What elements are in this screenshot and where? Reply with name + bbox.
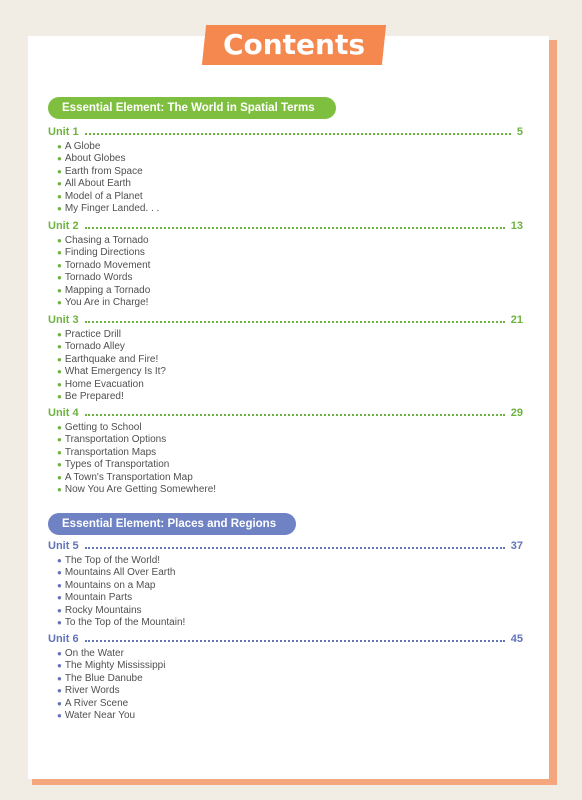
item-label: The Mighty Mississippi [64,660,166,672]
list-item [57,422,216,434]
item-label: Mapping a Tornado [64,284,151,296]
item-label: Earthquake and Fire! [64,353,159,365]
bullet-icon: ● [57,166,62,176]
list-item [57,472,216,484]
list-item [57,379,166,391]
unit-row [48,632,523,646]
item-label: Transportation Maps [64,446,157,458]
item-label: Model of a Planet [64,190,143,202]
list-item [57,592,185,604]
item-label: Practice Drill [64,329,121,340]
list-item [57,235,150,247]
item-label: Transportation Options [64,434,167,446]
bullet-icon: ● [57,593,62,603]
item-label: Be Prepared! [64,390,124,402]
bullet-icon: ● [57,710,62,720]
unit-title: Unit 5 [48,540,79,552]
bullet-icon: ● [57,391,62,401]
bullet-icon: ● [57,203,62,213]
item-label: A Globe [64,141,101,152]
unit-item-list [57,555,185,629]
bullet-icon: ● [57,447,62,457]
list-item [57,178,159,190]
bullet-icon: ● [57,260,62,270]
item-label: My Finger Landed. . . [64,202,160,214]
list-item [57,660,165,672]
unit-row [48,539,523,553]
page-number: 21 [510,314,523,326]
item-label: The Top of the World! [64,555,161,566]
bullet-icon: ● [57,285,62,295]
list-item [57,141,159,153]
item-label: A Town's Transportation Map [64,471,193,483]
unit-title: Unit 3 [48,314,79,326]
item-label: Rocky Mountains [64,604,142,616]
bullet-icon: ● [57,686,62,696]
unit-title: Unit 1 [48,126,79,138]
bullet-icon: ● [57,342,62,352]
dot-leader [85,321,505,323]
unit-item-list [57,329,166,403]
bullet-icon: ● [57,297,62,307]
item-label: On the Water [64,648,124,659]
item-label: Chasing a Tornado [64,235,149,246]
bullet-icon: ● [57,617,62,627]
item-label: A River Scene [64,697,129,709]
bullet-icon: ● [57,248,62,258]
list-item [57,297,150,309]
list-item [57,685,165,697]
list-item [57,605,185,617]
bullet-icon: ● [57,191,62,201]
item-label: Tornado Alley [64,341,125,353]
list-item [57,272,150,284]
list-item [57,191,159,203]
bullet-icon: ● [57,154,62,164]
bullet-icon: ● [57,661,62,671]
bullet-icon: ● [57,556,62,565]
item-label: Getting to School [64,422,142,433]
dot-leader [85,547,505,549]
item-label: Tornado Movement [64,259,151,271]
item-label: All About Earth [64,178,131,190]
page-number: 45 [510,633,523,645]
dot-leader [85,227,505,229]
item-label: Water Near You [64,709,136,721]
item-label: The Blue Danube [64,672,143,684]
bullet-icon: ● [57,673,62,683]
item-label: About Globes [64,153,126,165]
bullet-icon: ● [57,423,62,432]
list-item [57,673,165,685]
bullet-icon: ● [57,580,62,590]
list-item [57,391,166,403]
unit-item-list [57,235,150,309]
list-item [57,617,185,629]
unit-item-list [57,422,216,496]
bullet-icon: ● [57,179,62,189]
dot-leader [85,414,505,416]
list-item [57,166,159,178]
section-header-places-regions: Essential Element: Places and Regions [48,513,296,535]
bullet-icon: ● [57,605,62,615]
dot-leader [85,133,511,135]
item-label: Earth from Space [64,165,143,177]
item-label: Finding Directions [64,247,145,259]
list-item [57,567,185,579]
item-label: Now You Are Getting Somewhere! [64,483,217,495]
bullet-icon: ● [57,698,62,708]
item-label: Mountain Parts [64,592,133,604]
list-item [57,247,150,259]
page-number: 5 [516,126,523,138]
item-label: Types of Transportation [64,459,170,471]
item-label: Home Evacuation [64,378,144,390]
list-item [57,329,166,341]
bullet-icon: ● [57,649,62,658]
list-item [57,366,166,378]
list-item [57,580,185,592]
item-label: To the Top of the Mountain! [64,616,186,628]
bullet-icon: ● [57,367,62,377]
bullet-icon: ● [57,330,62,339]
list-item [57,260,150,272]
unit-title: Unit 6 [48,633,79,645]
page-number: 29 [510,407,523,419]
item-label: Mountains All Over Earth [64,567,176,579]
list-item [57,354,166,366]
unit-row [48,219,523,233]
bullet-icon: ● [57,379,62,389]
bullet-icon: ● [57,568,62,578]
bullet-icon: ● [57,460,62,470]
dot-leader [85,640,505,642]
list-item [57,285,150,297]
unit-row [48,125,523,139]
list-item [57,459,216,471]
unit-title: Unit 4 [48,407,79,419]
item-label: What Emergency Is It? [64,366,166,378]
list-item [57,555,185,567]
list-item [57,698,165,710]
section-header-spatial-terms: Essential Element: The World in Spatial Terms [48,97,336,119]
unit-title: Unit 2 [48,220,79,232]
list-item [57,153,159,165]
bullet-icon: ● [57,142,62,151]
item-label: Mountains on a Map [64,579,156,591]
page-title: Contents [222,28,366,61]
item-label: You Are in Charge! [64,296,149,308]
item-label: Tornado Words [64,272,133,284]
bullet-icon: ● [57,236,62,245]
list-item [57,710,165,722]
list-item [57,484,216,496]
unit-row [48,313,523,327]
unit-item-list [57,648,165,722]
list-item [57,447,216,459]
bullet-icon: ● [57,472,62,482]
bullet-icon: ● [57,484,62,494]
list-item [57,341,166,353]
bullet-icon: ● [57,435,62,445]
list-item [57,203,159,215]
bullet-icon: ● [57,354,62,364]
unit-row [48,406,523,420]
list-item [57,648,165,660]
page-number: 13 [510,220,523,232]
unit-item-list [57,141,159,215]
item-label: River Words [64,685,120,697]
bullet-icon: ● [57,273,62,283]
list-item [57,434,216,446]
page-number: 37 [510,540,523,552]
